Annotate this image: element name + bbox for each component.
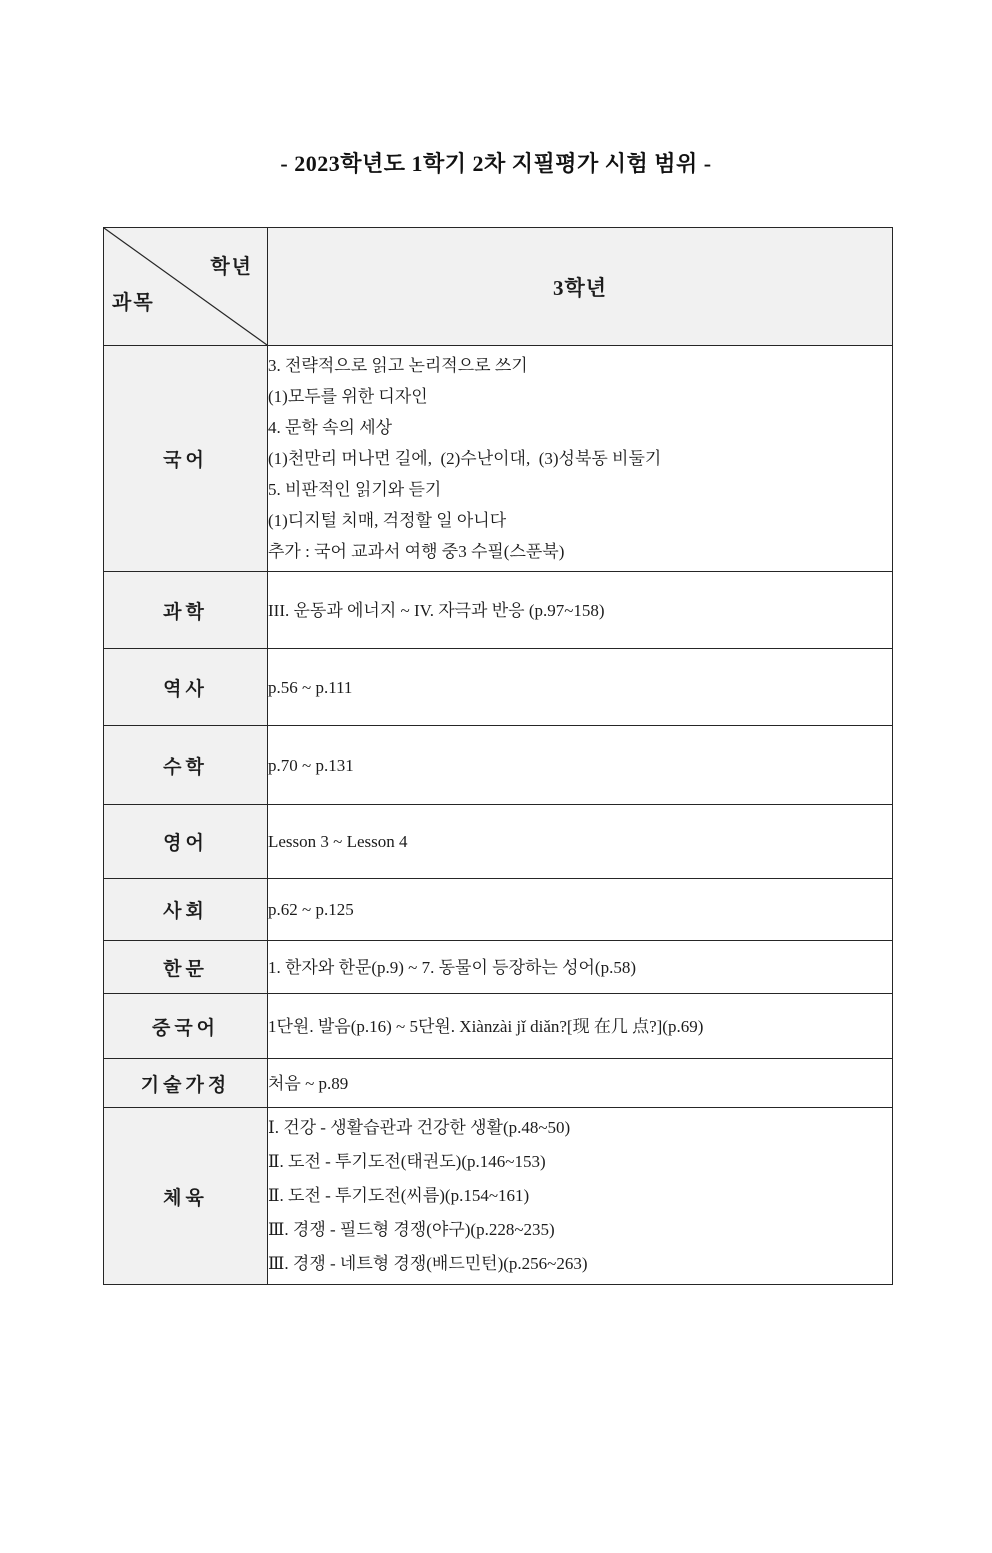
subject-cell: 한문 (104, 941, 268, 994)
range-line: p.70 ~ p.131 (268, 755, 354, 775)
range-line: Ⅲ. 경쟁 - 네트형 경쟁(배드민턴)(p.256~263) (268, 1254, 588, 1273)
range-cell (268, 649, 893, 726)
range-line: p.56 ~ p.111 (268, 677, 353, 697)
subject-cell: 사회 (104, 879, 268, 941)
range-line: Ⅱ. 도전 - 투기도전(씨름)(p.154~161) (268, 1186, 530, 1205)
range-line: III. 운동과 에너지 ~ IV. 자극과 반응 (p.97~158) (268, 600, 605, 620)
range-line: 5. 비판적인 읽기와 듣기 (268, 480, 442, 499)
subject-cell: 영어 (104, 805, 268, 879)
table-row-pe (104, 1108, 893, 1285)
range-cell (268, 879, 893, 941)
table-row-history (104, 649, 893, 726)
subject-cell: 중국어 (104, 994, 268, 1059)
page-title: - 2023학년도 1학기 2차 지필평가 시험 범위 - (280, 151, 712, 176)
range-line: Lesson 3 ~ Lesson 4 (268, 832, 408, 851)
range-cell (268, 1108, 893, 1285)
corner-label-grade: 학년 (210, 256, 253, 278)
corner-cell (104, 228, 268, 346)
table-row-math (104, 726, 893, 805)
range-line: (1)디지털 치매, 걱정할 일 아니다 (268, 511, 507, 530)
table-row-english (104, 805, 893, 879)
range-line: 처음 ~ p.89 (268, 1073, 349, 1093)
range-line: 3. 전략적으로 읽고 논리적으로 쓰기 (268, 356, 528, 375)
exam-range-table (103, 227, 893, 1285)
range-line: 추가 : 국어 교과서 여행 중3 수필(스푼북) (268, 542, 565, 561)
grade-column-header: 3학년 (268, 228, 893, 346)
table-row-tech-home (104, 1059, 893, 1108)
range-line: p.62 ~ p.125 (268, 900, 354, 919)
range-line: Ⅰ. 건강 - 생활습관과 건강한 생활(p.48~50) (268, 1118, 571, 1137)
page (0, 150, 992, 1553)
subject-cell: 과학 (104, 572, 268, 649)
range-cell (268, 1059, 893, 1108)
range-line: (1)모두를 위한 디자인 (268, 387, 428, 406)
corner-label-subject: 과목 (112, 292, 155, 314)
range-line: 4. 문학 속의 세상 (268, 418, 393, 437)
range-line: (1)천만리 머나먼 길에, (2)수난이대, (3)성북동 비둘기 (268, 449, 662, 468)
subject-cell: 체육 (104, 1108, 268, 1285)
range-cell (268, 805, 893, 879)
subject-cell: 역사 (104, 649, 268, 726)
range-cell (268, 994, 893, 1059)
table-header-row (104, 228, 893, 346)
range-line: 1. 한자와 한문(p.9) ~ 7. 동물이 등장하는 성어(p.58) (268, 957, 636, 977)
range-cell (268, 726, 893, 805)
range-line: Ⅲ. 경쟁 - 필드형 경쟁(야구)(p.228~235) (268, 1220, 555, 1239)
table-row-chinese (104, 994, 893, 1059)
table-row-science (104, 572, 893, 649)
range-cell (268, 941, 893, 994)
range-cell (268, 572, 893, 649)
range-line: 1단원. 발음(p.16) ~ 5단원. Xiànzài jǐ diǎn?[现 在几 点?](p.69) (268, 1016, 704, 1036)
range-cell (268, 346, 893, 572)
range-line: Ⅱ. 도전 - 투기도전(태권도)(p.146~153) (268, 1152, 546, 1171)
subject-cell: 국어 (104, 346, 268, 572)
table-row-korean (104, 346, 893, 572)
table-row-hanmun (104, 941, 893, 994)
subject-cell: 기술가정 (104, 1059, 268, 1108)
table-row-social (104, 879, 893, 941)
subject-cell: 수학 (104, 726, 268, 805)
